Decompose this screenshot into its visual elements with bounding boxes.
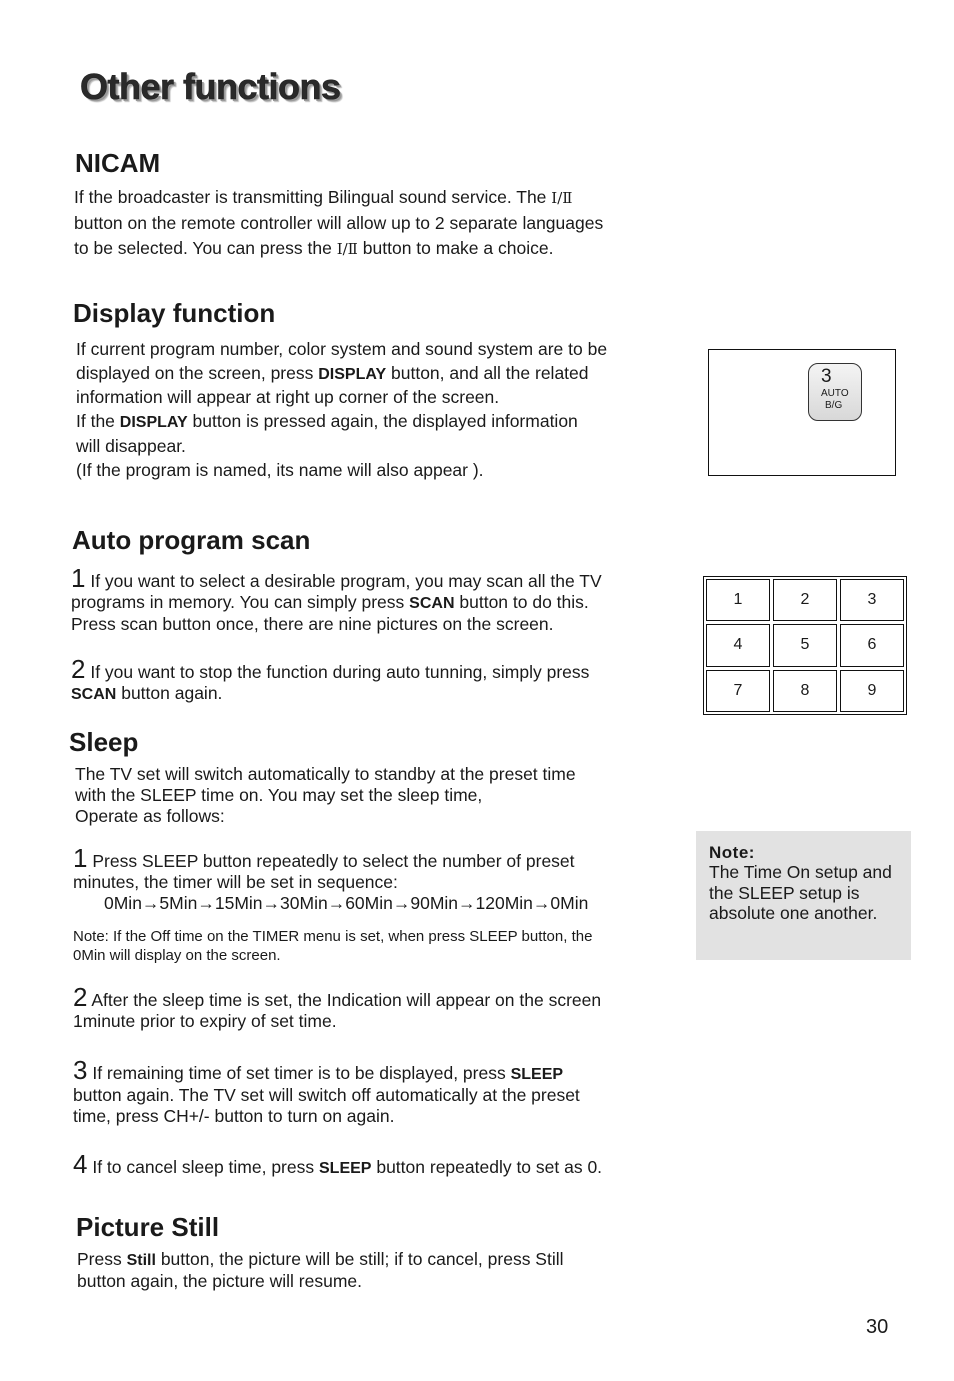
step-number: 2 bbox=[71, 654, 86, 684]
display-line5: will disappear. bbox=[76, 435, 186, 456]
scan-step2-line1: If you want to stop the function during auto tunning, simply press bbox=[90, 662, 590, 682]
step-number: 4 bbox=[73, 1149, 88, 1179]
display-line2a: displayed on the screen, press bbox=[76, 362, 314, 383]
scan-step1-line3: Press scan button once, there are nine pictures on the screen. bbox=[71, 614, 554, 634]
sleep-step3-line3: time, press CH+/- button to turn on again. bbox=[73, 1106, 395, 1126]
scan-grid-cell: 9 bbox=[840, 670, 904, 712]
nicam-line3b: button to make a choice. bbox=[362, 238, 554, 258]
scan-step1-line1: If you want to select a desirable program, you may scan all the TV bbox=[90, 571, 602, 591]
auto-scan-step1 bbox=[71, 565, 691, 635]
scan-keyword-2: SCAN bbox=[71, 686, 117, 703]
channel-info-badge bbox=[808, 363, 862, 421]
sleep-heading: Sleep bbox=[69, 727, 139, 757]
sleep-note-line2: 0Min will display on the screen. bbox=[73, 946, 281, 964]
display-line3: information will appear at right up corner of the screen. bbox=[76, 387, 500, 408]
scan-step1-line2b: button to do this. bbox=[459, 592, 589, 612]
scan-grid-cell: 2 bbox=[773, 579, 837, 621]
sleep-intro-line3: Operate as follows: bbox=[75, 806, 225, 826]
display-keyword: DISPLAY bbox=[318, 365, 387, 383]
nicam-text bbox=[74, 185, 694, 262]
bilingual-button-symbol: Ⅰ/Ⅱ bbox=[551, 189, 573, 207]
display-line4b: button is pressed again, the displayed information bbox=[192, 411, 578, 432]
step-number: 1 bbox=[71, 563, 86, 593]
display-heading: Display function bbox=[73, 298, 276, 328]
scan-grid-cell: 4 bbox=[706, 624, 770, 666]
sleep-keyword-2: SLEEP bbox=[319, 1160, 372, 1177]
sleep-step2-line1: After the sleep time is set, the Indication will appear on the screen bbox=[91, 990, 602, 1010]
scan-grid-cell: 7 bbox=[706, 670, 770, 712]
sleep-intro-line1: The TV set will switch automatically to standby at the preset time bbox=[75, 764, 576, 784]
auto-scan-heading: Auto program scan bbox=[72, 525, 311, 555]
sleep-step3 bbox=[73, 1057, 693, 1127]
sleep-step2-line2: 1minute prior to expiry of set time. bbox=[73, 1011, 337, 1031]
scan-grid bbox=[706, 579, 904, 712]
sleep-step4 bbox=[73, 1151, 713, 1179]
nicam-line3a: to be selected. You can press the bbox=[74, 238, 332, 258]
display-line4a: If the bbox=[76, 411, 115, 432]
page-number: 30 bbox=[866, 1316, 889, 1338]
sleep-step1-line2: minutes, the timer will be set in sequence: bbox=[73, 872, 398, 892]
nicam-line1: If the broadcaster is transmitting Bilingual sound service. The bbox=[74, 187, 547, 207]
screen-illustration bbox=[708, 349, 896, 476]
page-title: Other functions bbox=[80, 66, 341, 107]
sleep-keyword: SLEEP bbox=[510, 1066, 564, 1083]
side-note-box bbox=[696, 831, 911, 960]
step-number: 2 bbox=[73, 982, 88, 1012]
display-text bbox=[76, 338, 691, 482]
still-line2: button again, the picture will resume. bbox=[77, 1271, 363, 1291]
sleep-step3-line2: button again. The TV set will switch off automatically at the preset bbox=[73, 1085, 580, 1105]
scan-keyword: SCAN bbox=[409, 595, 455, 612]
display-line2b: button, and all the related bbox=[391, 362, 589, 383]
sleep-step4-line-b: button repeatedly to set as 0. bbox=[376, 1157, 603, 1177]
sleep-note bbox=[73, 928, 693, 965]
still-keyword: Still bbox=[126, 1252, 156, 1269]
display-keyword-2: DISPLAY bbox=[119, 414, 188, 432]
nicam-line2: button on the remote controller will allow up to 2 separate languages bbox=[74, 213, 604, 233]
nicam-heading: NICAM bbox=[75, 148, 161, 178]
step-number: 3 bbox=[73, 1055, 88, 1085]
sleep-step3-line1: If remaining time of set timer is to be displayed, press bbox=[92, 1063, 506, 1083]
side-note-text: The Time On setup and the SLEEP setup is absolute one another. bbox=[709, 862, 892, 924]
badge-sound: B/G bbox=[825, 400, 843, 411]
sleep-sequence: 0Min→5Min→15Min→30Min→60Min→90Min→120Min→0Min bbox=[104, 893, 589, 913]
display-line1: If current program number, color system and sound system are to be bbox=[76, 339, 608, 359]
scan-grid-cell: 6 bbox=[840, 624, 904, 666]
sleep-step1 bbox=[73, 845, 693, 914]
auto-scan-step2 bbox=[71, 656, 691, 705]
picture-still-heading: Picture Still bbox=[76, 1212, 220, 1242]
sleep-step4-line-a: If to cancel sleep time, press bbox=[92, 1157, 315, 1177]
badge-channel-number: 3 bbox=[821, 366, 832, 387]
scan-grid-cell: 1 bbox=[706, 579, 770, 621]
sleep-step1-line1: Press SLEEP button repeatedly to select the number of preset bbox=[92, 851, 575, 871]
scan-step2-line2: button again. bbox=[121, 683, 223, 703]
badge-system: AUTO bbox=[821, 388, 849, 399]
scan-grid-cell: 8 bbox=[773, 670, 837, 712]
display-line6: (If the program is named, its name will also appear ). bbox=[76, 459, 484, 480]
still-line1a: Press bbox=[77, 1249, 122, 1269]
scan-grid-cell: 5 bbox=[773, 624, 837, 666]
sleep-note-line1: Note: If the Off time on the TIMER menu is set, when press SLEEP button, the bbox=[73, 928, 593, 945]
scan-grid-cell: 3 bbox=[840, 579, 904, 621]
sleep-step2 bbox=[73, 984, 693, 1032]
still-line1b: button, the picture will be still; if to cancel, press Still bbox=[160, 1249, 564, 1269]
scan-step1-line2a: programs in memory. You can simply press bbox=[71, 592, 405, 612]
bilingual-button-symbol-2: Ⅰ/Ⅱ bbox=[336, 240, 358, 258]
side-note-title: Note: bbox=[709, 843, 755, 862]
sleep-intro bbox=[75, 764, 685, 827]
step-number: 1 bbox=[73, 843, 88, 873]
picture-still-text bbox=[77, 1249, 697, 1292]
sleep-intro-line2: with the SLEEP time on. You may set the sleep time, bbox=[75, 785, 483, 805]
